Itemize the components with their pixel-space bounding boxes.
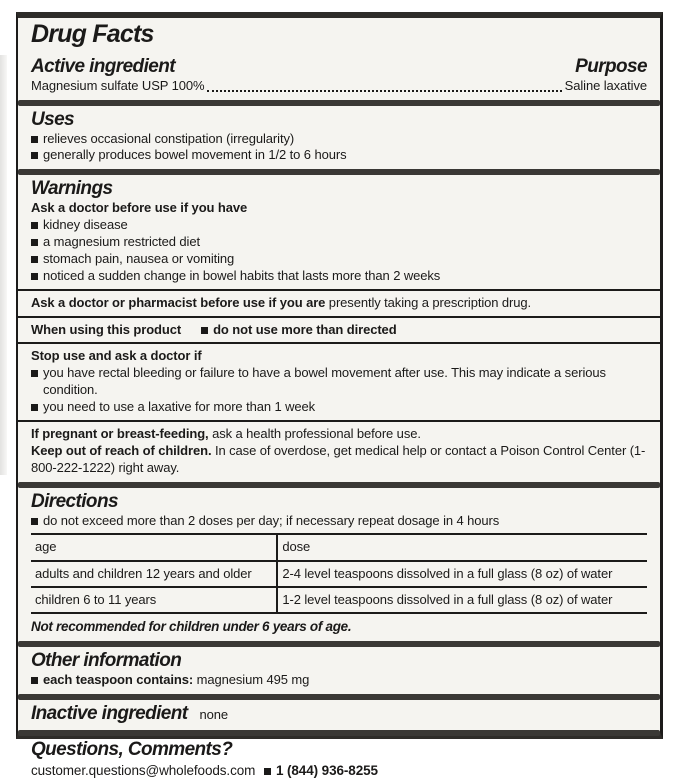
list-item-text: generally produces bowel movement in 1/2 to 6 hours <box>43 147 347 163</box>
subsection-divider <box>18 420 660 422</box>
subsection-divider <box>18 316 660 318</box>
list-item <box>31 513 647 530</box>
warnings-heading: Warnings <box>31 178 113 200</box>
list-item-text: you have rectal bleeding or failure to have a bowel movement after use. This may indicate a serious condition. <box>43 365 606 398</box>
directions-heading: Directions <box>31 490 118 512</box>
dotted-leader <box>207 90 561 92</box>
stop-use-lead: Stop use and ask a doctor if <box>31 348 202 364</box>
when-using-bold: When using this product <box>31 321 182 337</box>
keep-out-warning <box>31 443 647 477</box>
pharmacist-warning-bold: Ask a doctor or pharmacist before use if you are <box>31 294 326 310</box>
bullet-square-icon <box>201 327 208 334</box>
bullet-square-icon <box>31 222 38 229</box>
table-header-row <box>31 534 647 560</box>
questions-heading: Questions, Comments? <box>31 738 233 760</box>
bullet-square-icon <box>264 768 271 775</box>
ask-doctor-lead: Ask a doctor before use if you have <box>31 200 248 216</box>
contact-phone: 1 (844) 936-8255 <box>275 762 378 778</box>
other-info-rest: magnesium 495 mg <box>193 672 310 687</box>
list-item-text: you need to use a laxative for more than 1 week <box>43 399 316 415</box>
list-item-text: a magnesium restricted diet <box>43 233 200 249</box>
table-row <box>31 561 647 587</box>
list-item <box>31 251 647 268</box>
other-info-bold: each teaspoon contains: <box>43 672 194 687</box>
subsection-divider <box>18 289 660 291</box>
bullet-square-icon <box>31 239 38 246</box>
list-item <box>31 399 647 416</box>
section-questions <box>18 736 660 784</box>
active-ingredient-row <box>31 78 647 95</box>
list-item-text: noticed a sudden change in bowel habits that lasts more than 2 weeks <box>43 267 441 283</box>
contact-line <box>31 762 647 780</box>
bullet-square-icon <box>31 256 38 263</box>
bullet-square-icon <box>31 370 38 377</box>
pregnant-warning <box>31 426 647 443</box>
list-item <box>31 234 647 251</box>
section-warnings <box>18 175 660 481</box>
section-directions <box>18 488 660 641</box>
contact-email: customer.questions@wholefoods.com <box>31 762 256 778</box>
when-using-item: do not use more than directed <box>213 321 397 337</box>
uses-heading: Uses <box>31 108 75 130</box>
other-information-heading: Other information <box>31 650 182 672</box>
age-column-header: age <box>31 534 277 560</box>
list-item-text: relieves occasional constipation (irregularity) <box>43 130 295 146</box>
pregnant-warning-bold: If pregnant or breast-feeding, <box>31 426 209 441</box>
dose-cell: 1-2 level teaspoons dissolved in a full glass (8 oz) of water <box>277 587 647 613</box>
list-item <box>31 131 647 148</box>
bullet-square-icon <box>31 404 38 411</box>
list-item <box>31 268 647 285</box>
when-using-row <box>31 322 647 339</box>
inactive-ingredient-heading: Inactive ingredient <box>31 702 188 724</box>
list-item-text: do not exceed more than 2 doses per day; if necessary repeat dosage in 4 hours <box>43 512 500 528</box>
dosage-table <box>31 533 647 614</box>
purpose-value: Saline laxative <box>564 77 647 93</box>
list-item-text <box>43 672 309 689</box>
bullet-square-icon <box>31 677 38 684</box>
dose-cell: 2-4 level teaspoons dissolved in a full glass (8 oz) of water <box>277 561 647 587</box>
dose-column-header: dose <box>277 534 647 560</box>
section-inactive-ingredient <box>18 700 660 730</box>
list-item-text: stomach pain, nausea or vomiting <box>43 250 235 266</box>
bullet-square-icon <box>31 136 38 143</box>
bullet-square-icon <box>31 273 38 280</box>
list-item <box>31 147 647 164</box>
section-other-information <box>18 647 660 694</box>
list-item-text: kidney disease <box>43 217 128 233</box>
subsection-divider <box>18 342 660 344</box>
active-ingredient-heading: Active ingredient <box>31 56 175 77</box>
age-cell: children 6 to 11 years <box>31 587 277 613</box>
keep-out-warning-rest: In case of overdose, get medical help or contact a Poison Control Center (1-800-222-1222) right away. <box>31 442 646 475</box>
purpose-heading: Purpose <box>575 56 647 77</box>
pregnant-warning-rest: ask a health professional before use. <box>208 426 421 441</box>
list-item <box>31 217 647 234</box>
directions-footnote: Not recommended for children under 6 years of age. <box>31 619 352 635</box>
pharmacist-warning-rest: presently taking a prescription drug. <box>325 294 532 310</box>
keep-out-warning-bold: Keep out of reach of children. <box>31 442 212 458</box>
ingredient-name: Magnesium sulfate USP 100% <box>31 77 205 93</box>
age-cell: adults and children 12 years and older <box>31 561 277 587</box>
pharmacist-warning <box>31 295 647 312</box>
list-item <box>31 672 647 689</box>
bullet-square-icon <box>31 518 38 525</box>
table-row <box>31 587 647 613</box>
inactive-ingredient-value: none <box>199 706 229 722</box>
photo-edge-shadow <box>0 55 7 475</box>
drug-facts-title: Drug Facts <box>31 20 154 48</box>
drug-facts-panel <box>16 12 663 778</box>
list-item <box>31 365 647 399</box>
section-active-ingredient <box>18 53 660 100</box>
bullet-square-icon <box>31 152 38 159</box>
section-uses <box>18 106 660 170</box>
